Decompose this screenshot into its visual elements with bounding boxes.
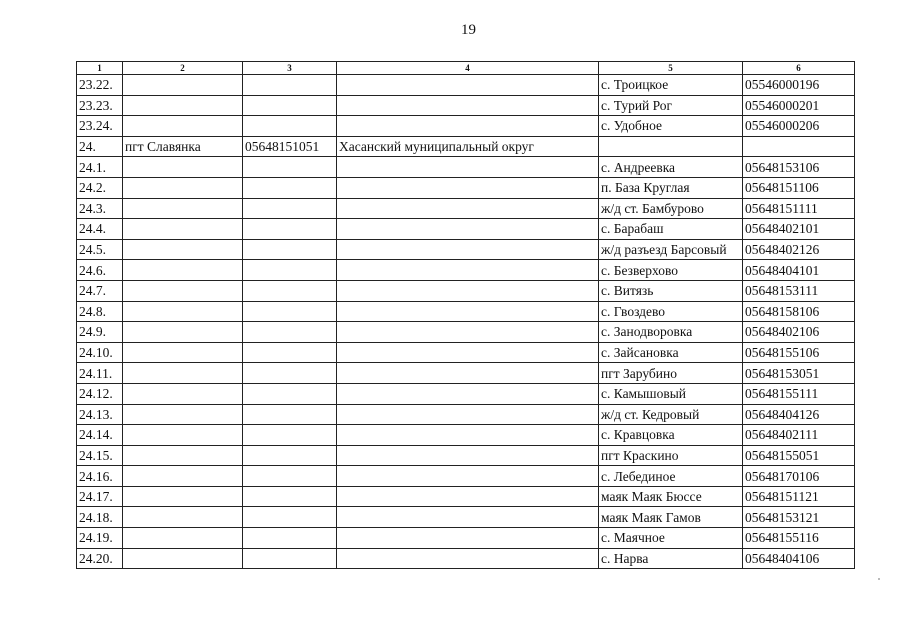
district-cell [337, 425, 599, 446]
settlements-table [76, 61, 855, 569]
district-cell [337, 445, 599, 466]
table-row [77, 116, 855, 137]
code-cell [243, 342, 337, 363]
row-number-cell: 24.11. [77, 363, 123, 384]
oktmo-code-cell: 05648155116 [743, 528, 855, 549]
oktmo-code-cell: 05648404101 [743, 260, 855, 281]
district-cell [337, 239, 599, 260]
row-number-cell: 23.23. [77, 95, 123, 116]
settlement-name-cell [123, 239, 243, 260]
table-row [77, 466, 855, 487]
settlement-name-cell: пгт Славянка [123, 136, 243, 157]
code-cell [243, 239, 337, 260]
code-cell [243, 177, 337, 198]
locality-cell: пгт Зарубино [599, 363, 743, 384]
row-number-cell: 24.5. [77, 239, 123, 260]
oktmo-code-cell: 05648402101 [743, 219, 855, 240]
district-cell [337, 528, 599, 549]
row-number-cell: 24.17. [77, 486, 123, 507]
row-number-cell: 24.16. [77, 466, 123, 487]
settlement-name-cell [123, 75, 243, 96]
district-cell [337, 116, 599, 137]
table-row [77, 322, 855, 343]
row-number-cell: 24. [77, 136, 123, 157]
column-header-1: 1 [77, 62, 123, 75]
row-number-cell: 24.14. [77, 425, 123, 446]
settlement-name-cell [123, 425, 243, 446]
district-cell [337, 157, 599, 178]
settlement-name-cell [123, 466, 243, 487]
oktmo-code-cell: 05648158106 [743, 301, 855, 322]
oktmo-code-cell [743, 136, 855, 157]
code-cell [243, 95, 337, 116]
oktmo-code-cell: 05546000196 [743, 75, 855, 96]
district-cell [337, 466, 599, 487]
table-row [77, 425, 855, 446]
code-cell [243, 301, 337, 322]
code-cell [243, 219, 337, 240]
locality-cell: с. Удобное [599, 116, 743, 137]
row-number-cell: 24.8. [77, 301, 123, 322]
column-header-3: 3 [243, 62, 337, 75]
settlement-name-cell [123, 528, 243, 549]
column-header-4: 4 [337, 62, 599, 75]
locality-cell [599, 136, 743, 157]
row-number-cell: 24.15. [77, 445, 123, 466]
district-cell [337, 342, 599, 363]
locality-cell: с. Кравцовка [599, 425, 743, 446]
locality-cell: с. Троицкое [599, 75, 743, 96]
table-body [77, 75, 855, 569]
code-cell [243, 445, 337, 466]
locality-cell: пгт Краскино [599, 445, 743, 466]
table-row [77, 528, 855, 549]
locality-cell: с. Нарва [599, 548, 743, 569]
locality-cell: с. Безверхово [599, 260, 743, 281]
code-cell: 05648151051 [243, 136, 337, 157]
settlement-name-cell [123, 404, 243, 425]
table-row [77, 95, 855, 116]
oktmo-code-cell: 05546000206 [743, 116, 855, 137]
table-row [77, 260, 855, 281]
settlement-name-cell [123, 486, 243, 507]
code-cell [243, 260, 337, 281]
oktmo-code-cell: 05648170106 [743, 466, 855, 487]
locality-cell: с. Витязь [599, 280, 743, 301]
settlement-name-cell [123, 507, 243, 528]
code-cell [243, 507, 337, 528]
district-cell [337, 280, 599, 301]
locality-cell: с. Маячное [599, 528, 743, 549]
locality-cell: ж/д разъезд Барсовый [599, 239, 743, 260]
table-row [77, 383, 855, 404]
code-cell [243, 486, 337, 507]
oktmo-code-cell: 05648153121 [743, 507, 855, 528]
table-row [77, 219, 855, 240]
row-number-cell: 24.3. [77, 198, 123, 219]
row-number-cell: 24.20. [77, 548, 123, 569]
table-row [77, 301, 855, 322]
settlement-name-cell [123, 116, 243, 137]
oktmo-code-cell: 05648402111 [743, 425, 855, 446]
oktmo-code-cell: 05648155106 [743, 342, 855, 363]
oktmo-code-cell: 05648153051 [743, 363, 855, 384]
table-row [77, 157, 855, 178]
oktmo-code-cell: 05648153106 [743, 157, 855, 178]
locality-cell: с. Гвоздево [599, 301, 743, 322]
settlement-name-cell [123, 342, 243, 363]
district-cell [337, 75, 599, 96]
district-cell [337, 219, 599, 240]
locality-cell: ж/д ст. Бамбурово [599, 198, 743, 219]
scan-speck [878, 578, 880, 580]
oktmo-code-cell: 05648402106 [743, 322, 855, 343]
district-cell [337, 177, 599, 198]
row-number-cell: 24.1. [77, 157, 123, 178]
settlement-name-cell [123, 445, 243, 466]
table-row [77, 75, 855, 96]
table-row [77, 177, 855, 198]
table-row [77, 280, 855, 301]
oktmo-code-cell: 05648151111 [743, 198, 855, 219]
locality-cell: маяк Маяк Гамов [599, 507, 743, 528]
settlement-name-cell [123, 280, 243, 301]
table-row [77, 486, 855, 507]
district-cell [337, 363, 599, 384]
code-cell [243, 198, 337, 219]
code-cell [243, 322, 337, 343]
locality-cell: с. Андреевка [599, 157, 743, 178]
oktmo-code-cell: 05648155051 [743, 445, 855, 466]
district-cell [337, 404, 599, 425]
code-cell [243, 157, 337, 178]
district-cell: Хасанский муниципальный округ [337, 136, 599, 157]
locality-cell: маяк Маяк Бюссе [599, 486, 743, 507]
district-cell [337, 322, 599, 343]
oktmo-code-cell: 05648151106 [743, 177, 855, 198]
column-header-6: 6 [743, 62, 855, 75]
district-cell [337, 383, 599, 404]
oktmo-code-cell: 05546000201 [743, 95, 855, 116]
table-row [77, 342, 855, 363]
code-cell [243, 404, 337, 425]
district-cell [337, 301, 599, 322]
code-cell [243, 280, 337, 301]
settlement-name-cell [123, 177, 243, 198]
table-row [77, 136, 855, 157]
locality-cell: п. База Круглая [599, 177, 743, 198]
row-number-cell: 24.13. [77, 404, 123, 425]
settlement-name-cell [123, 260, 243, 281]
column-header-2: 2 [123, 62, 243, 75]
row-number-cell: 24.7. [77, 280, 123, 301]
code-cell [243, 466, 337, 487]
code-cell [243, 116, 337, 137]
row-number-cell: 24.2. [77, 177, 123, 198]
settlement-name-cell [123, 157, 243, 178]
settlement-name-cell [123, 548, 243, 569]
settlement-name-cell [123, 198, 243, 219]
table-row [77, 548, 855, 569]
settlement-name-cell [123, 301, 243, 322]
oktmo-code-cell: 05648151121 [743, 486, 855, 507]
locality-cell: с. Занодворовка [599, 322, 743, 343]
district-cell [337, 198, 599, 219]
settlement-name-cell [123, 322, 243, 343]
table-row [77, 507, 855, 528]
row-number-cell: 23.22. [77, 75, 123, 96]
oktmo-code-cell: 05648404126 [743, 404, 855, 425]
code-cell [243, 528, 337, 549]
row-number-cell: 24.18. [77, 507, 123, 528]
locality-cell: с. Камышовый [599, 383, 743, 404]
settlement-name-cell [123, 363, 243, 384]
table-header [77, 62, 855, 75]
row-number-cell: 24.9. [77, 322, 123, 343]
header-row [77, 62, 855, 75]
table-row [77, 363, 855, 384]
district-cell [337, 507, 599, 528]
oktmo-code-cell: 05648404106 [743, 548, 855, 569]
locality-cell: с. Лебединое [599, 466, 743, 487]
table-row [77, 445, 855, 466]
locality-cell: с. Турий Рог [599, 95, 743, 116]
settlement-name-cell [123, 383, 243, 404]
code-cell [243, 75, 337, 96]
row-number-cell: 24.10. [77, 342, 123, 363]
column-header-5: 5 [599, 62, 743, 75]
district-cell [337, 95, 599, 116]
code-cell [243, 363, 337, 384]
table-row [77, 239, 855, 260]
code-cell [243, 548, 337, 569]
code-cell [243, 383, 337, 404]
oktmo-code-cell: 05648153111 [743, 280, 855, 301]
oktmo-code-cell: 05648402126 [743, 239, 855, 260]
row-number-cell: 24.6. [77, 260, 123, 281]
table-row [77, 404, 855, 425]
locality-cell: с. Зайсановка [599, 342, 743, 363]
locality-cell: ж/д ст. Кедровый [599, 404, 743, 425]
settlement-name-cell [123, 95, 243, 116]
row-number-cell: 23.24. [77, 116, 123, 137]
district-cell [337, 548, 599, 569]
district-cell [337, 260, 599, 281]
row-number-cell: 24.12. [77, 383, 123, 404]
settlement-name-cell [123, 219, 243, 240]
oktmo-code-cell: 05648155111 [743, 383, 855, 404]
page-number: 19 [461, 22, 476, 38]
district-cell [337, 486, 599, 507]
row-number-cell: 24.19. [77, 528, 123, 549]
locality-cell: с. Барабаш [599, 219, 743, 240]
code-cell [243, 425, 337, 446]
row-number-cell: 24.4. [77, 219, 123, 240]
table-row [77, 198, 855, 219]
